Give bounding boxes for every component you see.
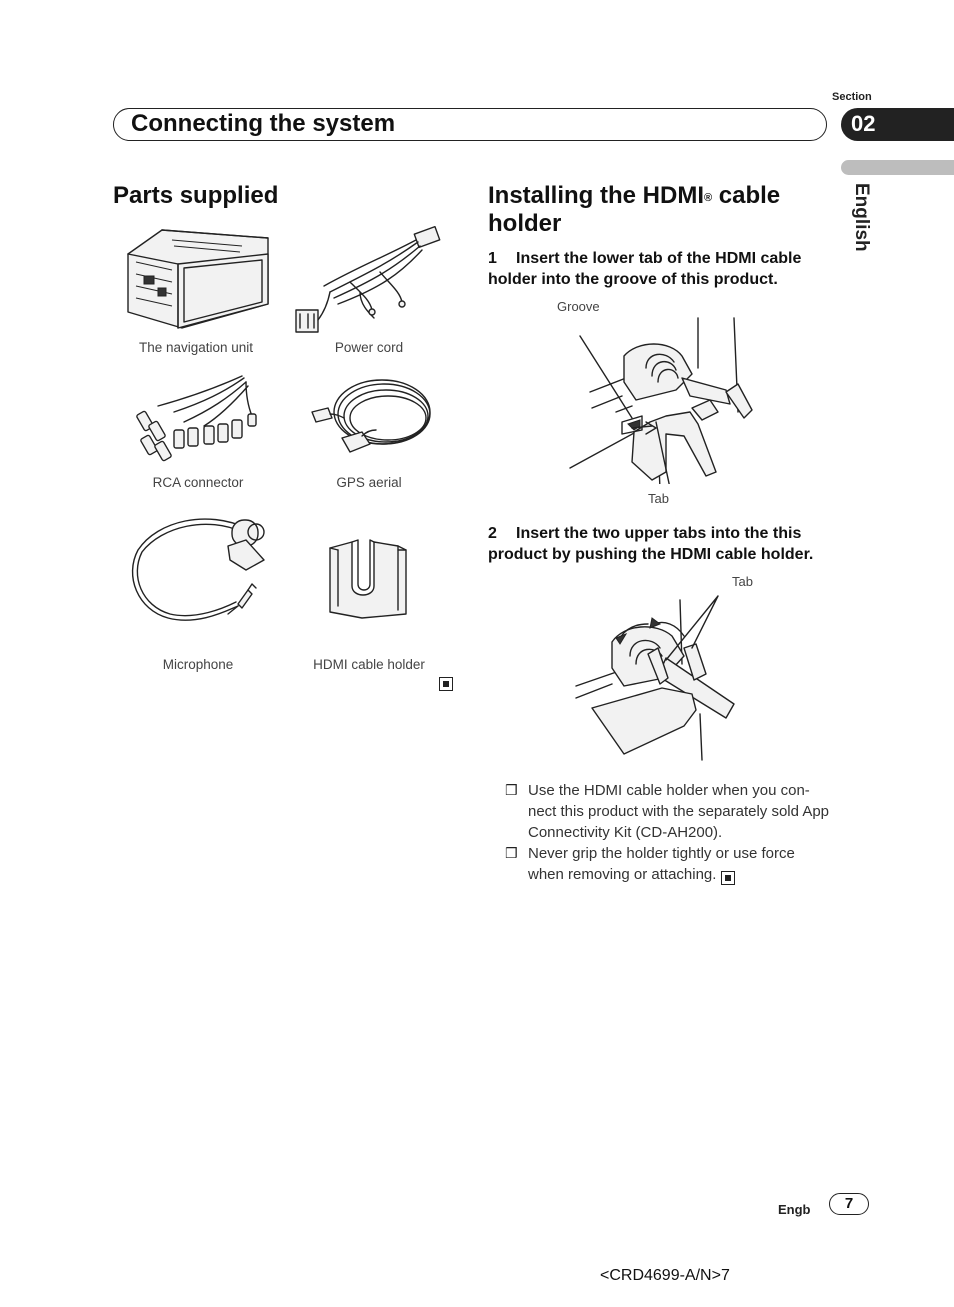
caption-power-cord: Power cord [334, 340, 404, 355]
doc-code: <CRD4699-A/N>7 [600, 1267, 730, 1284]
caption-gps-aerial: GPS aerial [336, 475, 402, 490]
step-number: 1 [488, 250, 497, 267]
caption-rca-connector: RCA connector [152, 475, 244, 490]
callout-groove: Groove [557, 299, 600, 314]
footer-lang-code: Engb [778, 1202, 811, 1217]
end-mark-icon [721, 871, 735, 885]
step-1 [488, 248, 833, 290]
language-tab [841, 160, 954, 175]
navigation-unit-illustration [122, 224, 272, 334]
microphone-illustration [128, 510, 276, 632]
note-2-text: Never grip the holder tightly or use force when removing or attaching. [528, 845, 795, 883]
note-checkbox-icon: ❒ [505, 782, 518, 798]
page-number: 7 [829, 1193, 869, 1215]
language-label: English [851, 183, 872, 252]
power-cord-illustration [290, 222, 450, 340]
rca-connector-illustration [134, 372, 264, 468]
step-2 [488, 523, 833, 565]
step-text: Insert the two upper tabs into the this product by pushing the HDMI cable holder. [488, 525, 814, 563]
caption-microphone: Microphone [162, 657, 234, 672]
install-heading: Installing the HDMI® cable holder [488, 182, 781, 237]
hdmi-cable-holder-illustration [322, 536, 414, 622]
gps-aerial-illustration [306, 374, 436, 460]
install-step2-illustration [572, 594, 742, 768]
callout-tab-upper: Tab [732, 574, 753, 589]
step-number: 2 [488, 525, 497, 542]
caption-hdmi-cable-holder: HDMI cable holder [313, 657, 425, 672]
page-title: Connecting the system [131, 110, 396, 137]
step-text: Insert the lower tab of the HDMI cable holder into the groove of this product. [488, 250, 802, 288]
parts-supplied-heading: Parts supplied [113, 182, 279, 209]
section-label: Section [832, 91, 872, 103]
note-1-text: Use the HDMI cable holder when you con- nect this product with the separately sold App Connectivity Kit (CD-AH200). [528, 782, 830, 841]
section-number-badge: 02 [841, 108, 954, 141]
note-checkbox-icon: ❒ [505, 845, 518, 861]
caption-navigation-unit: The navigation unit [138, 340, 254, 355]
callout-tab-lower: Tab [648, 491, 669, 506]
install-step1-illustration [566, 312, 762, 484]
end-mark-icon [439, 677, 453, 691]
